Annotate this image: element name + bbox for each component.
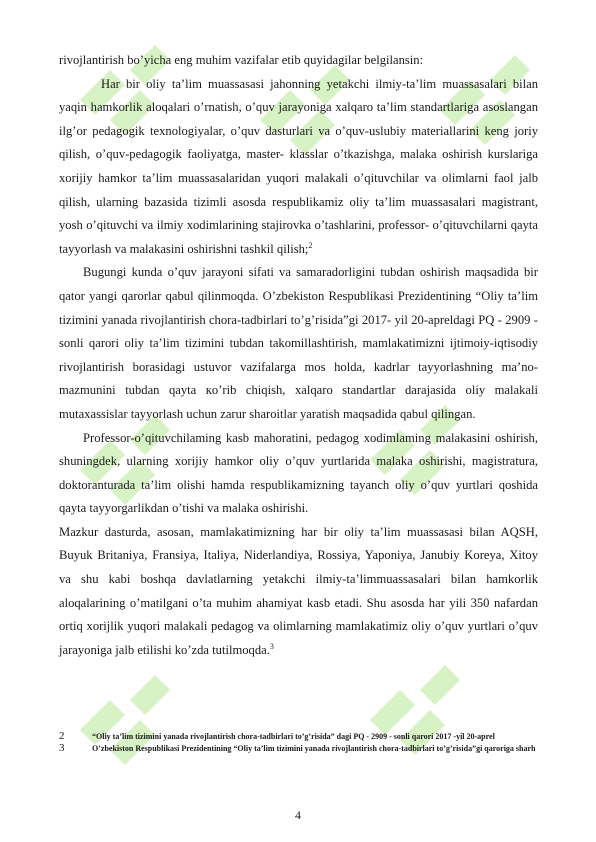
watermark-logo <box>360 660 480 790</box>
paragraph-text: Mazkur dasturda, asosan, mamlakatimizning har bir oliy ta’lim muassasasi bilan AQSH, Buyuk Britaniya, Fransiya, Italiya, Niderlandiya, Rossiya, Yaponiya, Janubiy Koreya, Xitoy va shu kabi boshqa davlatlarning yetakchi ilmiy-ta’limmuassasalari bilan hamkorlik aloqalarining o’matilgani o’ta muhim ahamiyat kasb etadi. Shu asosda har yili 350 nafardan ortiq xorijlik yuqori malakali pedagog va olimlarning mamlakatimiz oliy o’quv yurtlari o’quv jarayoniga jalb etilishi ko’zda tutilmoqda. <box>59 524 538 657</box>
footnote-ref: 3 <box>269 641 274 651</box>
paragraph-text: Har bir oliy ta’lim muassasasi jahonning yetakchi ilmiy-ta’lim muassasalari bilan yaqin hamkorlik aloqalari o’rnatish, o’quv jarayoniga xalqaro ta’lim standartlariga asoslangan ilg’or pedagogik texnologiyalar, o’quv dasturlari va o’quv-uslubiy materiallarini keng joriy qilish, o’quv-pedagogik faoliyatga, master- klasslar o’tkazishga, malaka oshirish kurslariga xorijiy hamkor ta’lim muassasalaridan yuqori malakali o’qituvchilar va olimlarni faol jalb qilish, ularning bazasida tizimli asosda respublikamiz oliy ta’lim muassasalari magistrant, yosh o’qituvchi va ilmiy xodimlarining stajirovka o’tashlarini, professor- o’qituvchilarni qayta tayyorlash va malakasini oshirishni tashkil qilish; <box>59 76 538 256</box>
footnote-ref: 2 <box>308 240 313 250</box>
paragraph <box>59 73 538 262</box>
page-number: 4 <box>295 808 301 822</box>
paragraph <box>59 521 538 663</box>
footnote-number: 3 <box>59 742 65 754</box>
footnote <box>59 731 538 742</box>
footnote-number: 2 <box>59 730 65 742</box>
paragraph: Bugungi kunda o’quv jarayoni sifati va samaradorligini tubdan oshirish maqsadida bir qator yangi qarorlar qabul qilinmoqda. O’zbekiston Respublikasi Prezidentining “Oliy ta’lim tizimini yanada rivojlantirish chora-tadbirlari to’g’risida”gi 2017- yil 20-apreldagi PQ - 2909 - sonli qarori oliy ta’lim tizimini tubdan takomillashtirish, mamlakatimizni ijtimoiy-iqtisodiy rivojlantirish borasidagi ustuvor vazifalarga mos holda, kadrlar tayyorlashning ma’no- mazmunini tubdan qayta кo’rib chiqish, xalqaro standartlar darajasida oliy malakali mutaxassislar tayyorlash uchun zarur sharoitlar yaratish maqsadida qabul qilingan. <box>59 265 538 421</box>
footnote-text: “Oliy ta’lim tizimini yanada rivojlantirish chora-tadbirlari to’g’risida” dagi PQ - 2909 - sonli qarori 2017 -yil 20-aprel <box>92 732 495 741</box>
footnotes <box>59 731 538 755</box>
paragraph: rivojlantirish bo’yicha eng muhim vazifalar etib quyidagilar belgilansin: <box>59 53 424 67</box>
footnote-text: O’zbekiston Respublikasi Prezidentining “Oliy ta’lim tizimini yanada rivojlantirish chora-tadbirlari to’g’risida”gi qaroriga sharh <box>92 744 536 753</box>
body-text <box>59 49 538 662</box>
paragraph: Professor-o’qituvchilaming kasb mahoratini, pedagog xodimlaming malakasini oshirish, shuningdek, ularning xorijiy hamkor oliy o’quv yurtlarida malaka oshirishi, magistratura, doktoranturada ta’lim olishi hamda respublikamizning tayanch oliy o’quv yurtlari qoshida qayta tayyorgarlikdan o’tishi va malaka oshirishi. <box>59 430 538 516</box>
footnote <box>59 743 538 754</box>
